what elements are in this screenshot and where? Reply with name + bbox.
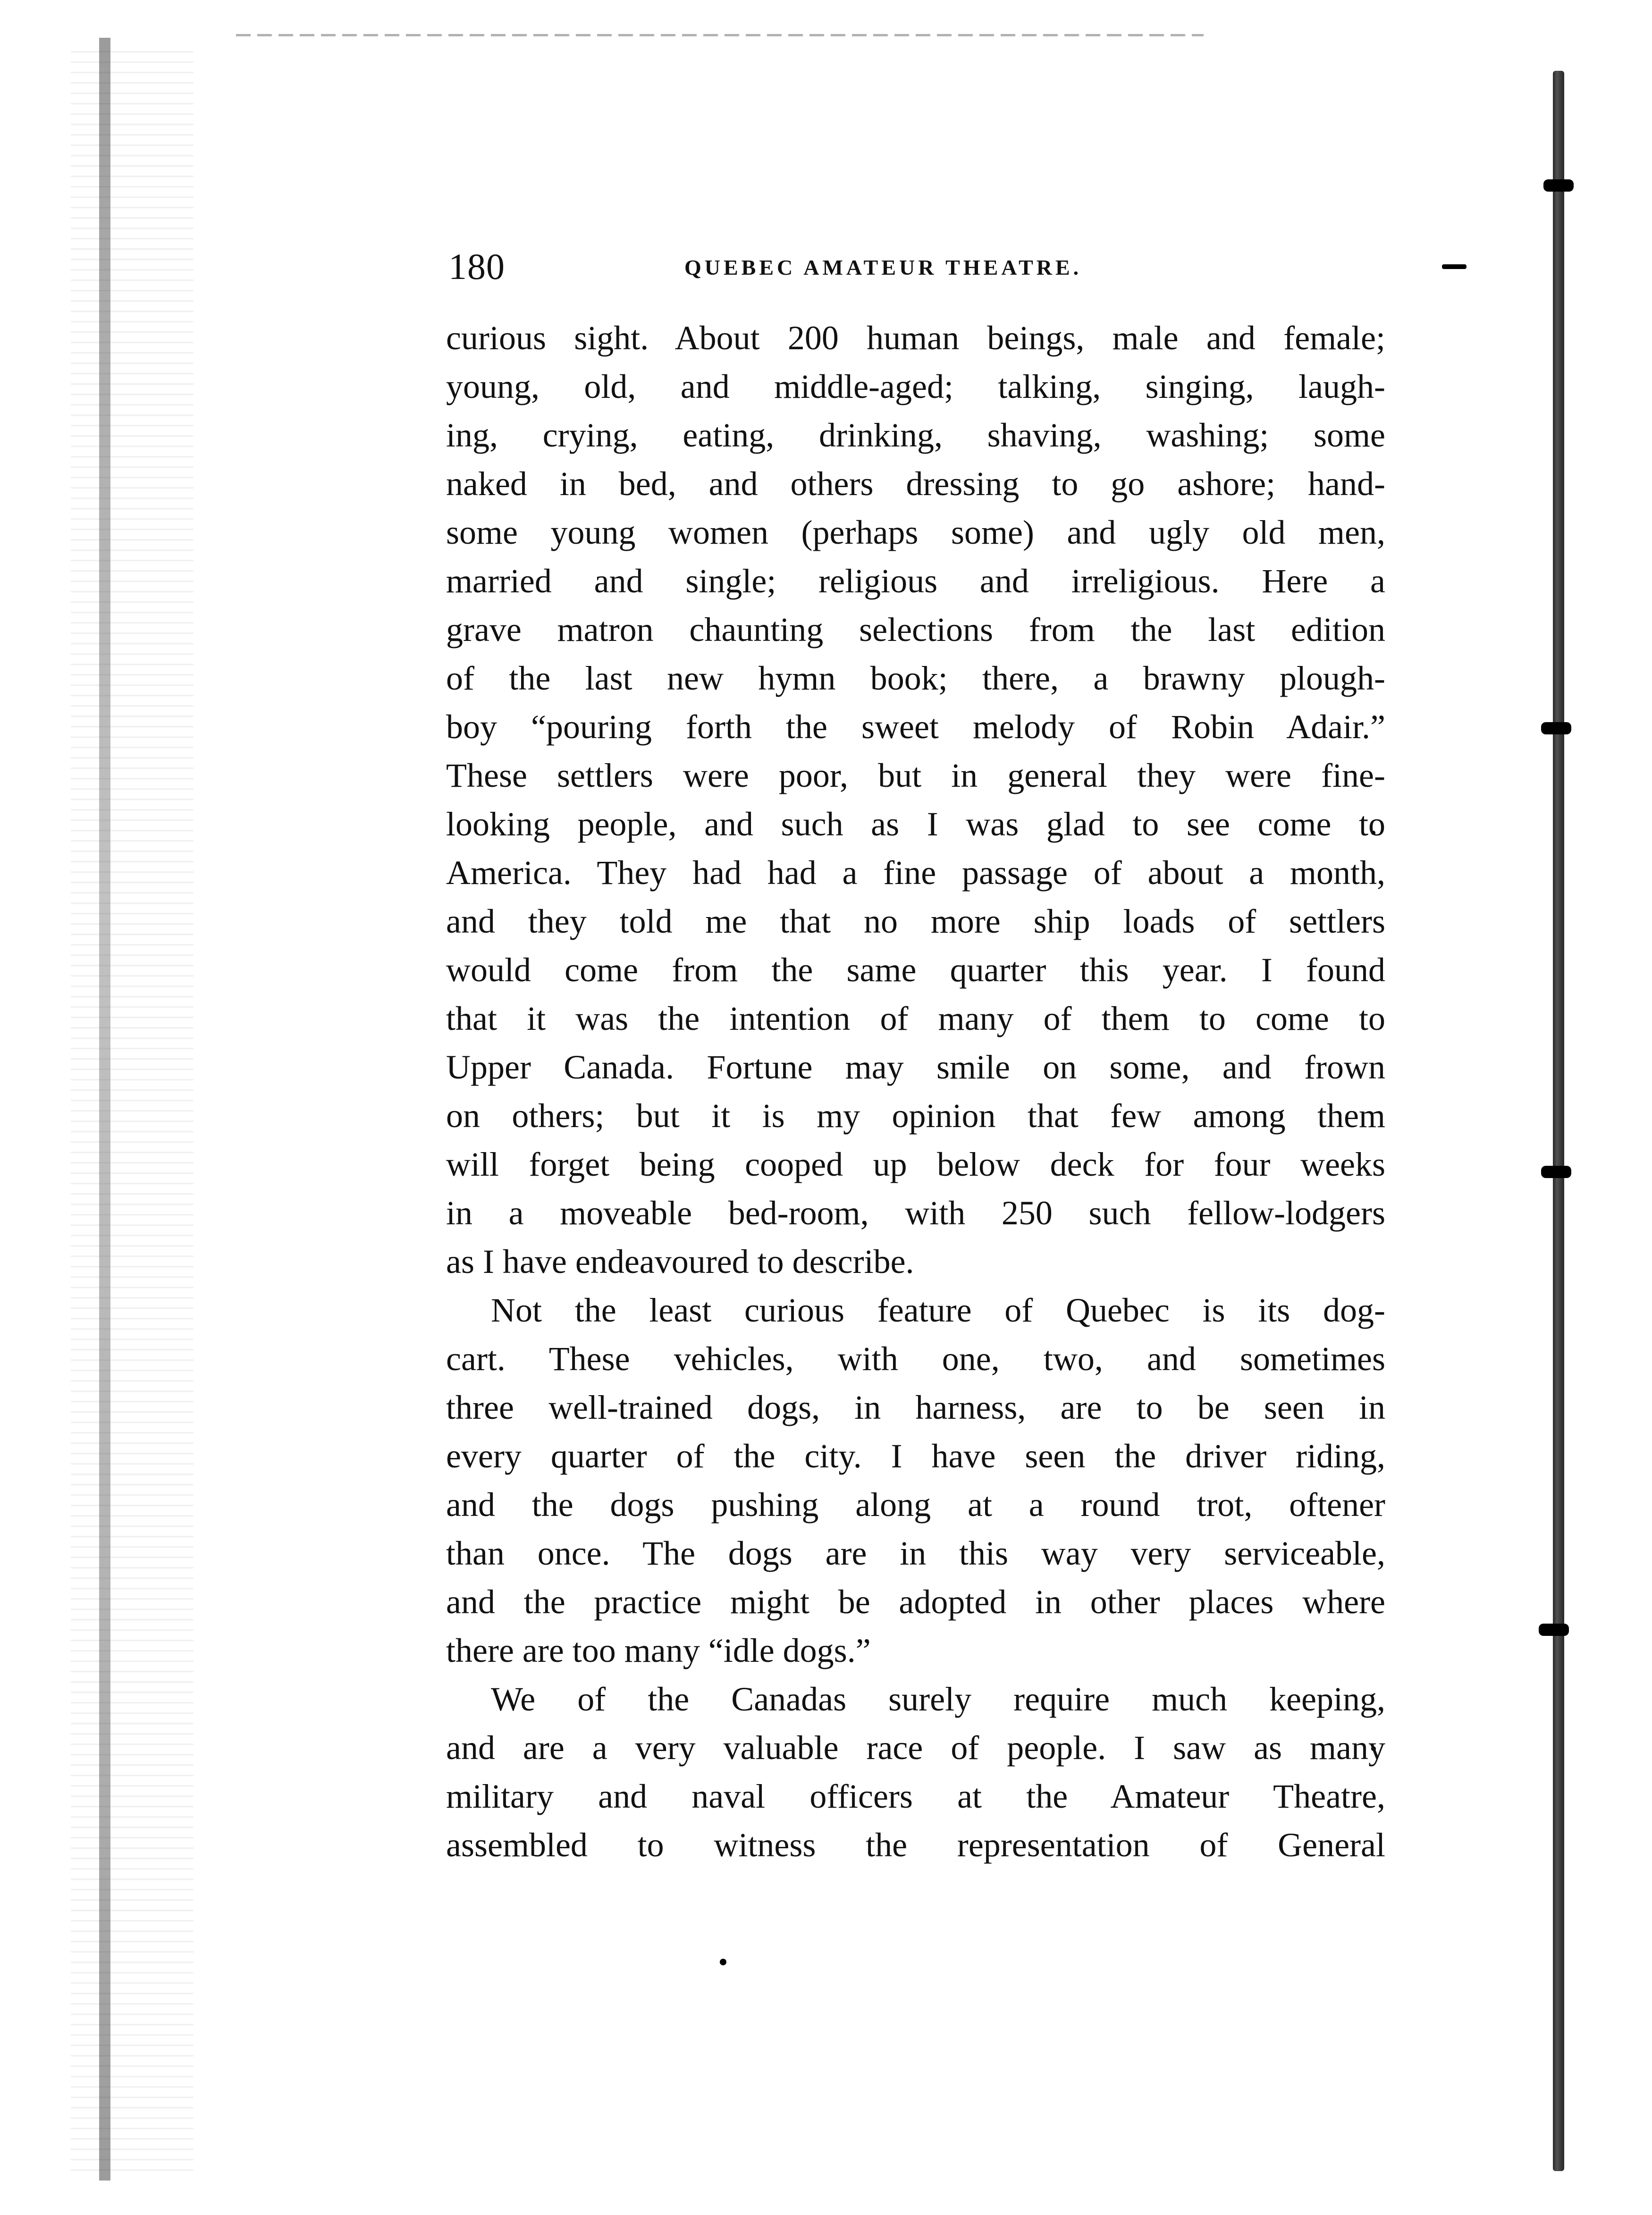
binding-notch: [1543, 179, 1574, 192]
body-text: [446, 314, 1385, 1870]
text-line: naked in bed, and others dressing to go ashore; hand-: [446, 465, 1385, 503]
text-line: curious sight. About 200 human beings, male and female;: [446, 319, 1385, 357]
binding-notch: [1541, 1166, 1571, 1178]
text-line: Not the least curious feature of Quebec is its dog-: [491, 1291, 1385, 1329]
text-line: married and single; religious and irreligious. Here a: [446, 562, 1385, 600]
text-line: boy “pouring forth the sweet melody of Robin Adair.”: [446, 708, 1385, 746]
text-line: in a moveable bed-room, with 250 such fellow-lodgers: [446, 1194, 1385, 1232]
text-line: ing, crying, eating, drinking, shaving, washing; some: [446, 416, 1385, 454]
scan-top-edge: [236, 34, 1204, 36]
text-line: and they told me that no more ship loads of settlers: [446, 902, 1385, 940]
scan-left-edge: [99, 38, 110, 2181]
text-line: would come from the same quarter this year. I found: [446, 951, 1385, 989]
page-number: 180: [448, 246, 505, 287]
page-header: [448, 245, 1397, 297]
text-line: will forget being cooped up below deck for four weeks: [446, 1145, 1385, 1183]
text-line: that it was the intention of many of them to come to: [446, 1000, 1385, 1037]
ink-speck: [720, 1959, 726, 1965]
text-line: and the practice might be adopted in other places where: [446, 1583, 1385, 1621]
text-line: looking people, and such as I was glad to see come to: [446, 805, 1385, 843]
text-line: Upper Canada. Fortune may smile on some, and frown: [446, 1048, 1385, 1086]
text-line: grave matron chaunting selections from the last edition: [446, 611, 1385, 648]
text-line: there are too many “idle dogs.”: [446, 1632, 871, 1669]
text-line: America. They had had a fine passage of about a month,: [446, 854, 1385, 892]
text-line: military and naval officers at the Amateur Theatre,: [446, 1777, 1385, 1815]
text-line: These settlers were poor, but in general they were fine-: [446, 757, 1385, 794]
scan-left-gutter: [71, 42, 194, 2176]
binding-notch: [1539, 1624, 1569, 1636]
text-line: as I have endeavoured to describe.: [446, 1243, 914, 1280]
text-line: of the last new hymn book; there, a brawny plough-: [446, 659, 1385, 697]
text-line: some young women (perhaps some) and ugly old men,: [446, 514, 1385, 551]
text-line: and are a very valuable race of people. I saw as many: [446, 1729, 1385, 1767]
text-line: assembled to witness the representation of General: [446, 1826, 1385, 1864]
text-line: and the dogs pushing along at a round trot, oftener: [446, 1486, 1385, 1524]
text-line: We of the Canadas surely require much keeping,: [491, 1680, 1385, 1718]
text-line: cart. These vehicles, with one, two, and sometimes: [446, 1340, 1385, 1378]
text-line: every quarter of the city. I have seen the driver riding,: [446, 1437, 1385, 1475]
text-line: than once. The dogs are in this way very serviceable,: [446, 1534, 1385, 1572]
running-title: QUEBEC AMATEUR THEATRE.: [684, 255, 1082, 279]
text-line: on others; but it is my opinion that few among them: [446, 1097, 1385, 1135]
binding-notch: [1541, 722, 1571, 734]
binding-spine: [1553, 71, 1564, 2171]
text-line: young, old, and middle-aged; talking, singing, laugh-: [446, 368, 1385, 405]
text-line: three well-trained dogs, in harness, are to be seen in: [446, 1389, 1385, 1426]
ink-speck: [1442, 264, 1467, 269]
